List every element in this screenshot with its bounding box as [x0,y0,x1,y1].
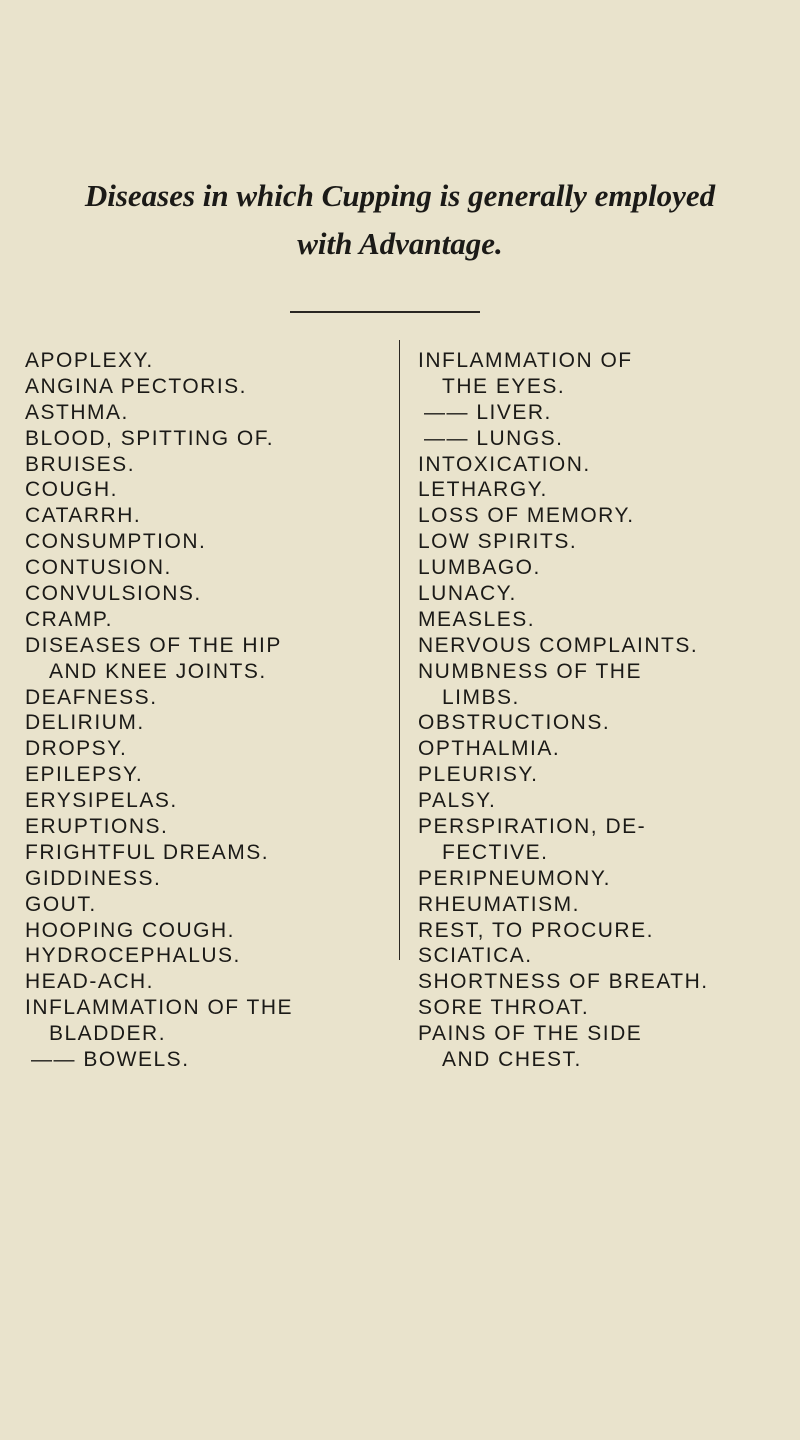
disease-list-item: THE EYES. [442,374,566,398]
disease-list-item: NUMBNESS OF THE [418,659,642,683]
disease-list-item: DROPSY. [25,737,128,761]
disease-list-item: LETHARGY. [418,478,548,502]
disease-list-item: HOOPING COUGH. [25,918,236,942]
disease-list-item: BLOOD, SPITTING OF. [25,426,275,450]
disease-list-item: HYDROCEPHALUS. [25,944,241,968]
disease-list-item: RHEUMATISM. [418,892,580,916]
disease-list-item: OBSTRUCTIONS. [418,711,611,735]
disease-list-item: COUGH. [25,478,118,502]
disease-list-item: BRUISES. [25,452,136,476]
disease-list-item: EPILEPSY. [25,763,144,787]
page-title-line-2: with Advantage. [297,226,503,261]
disease-list-item: DELIRIUM. [25,711,145,735]
column-divider [399,340,400,960]
disease-list-item: LIMBS. [442,685,520,709]
page-title-line-1: Diseases in which Cupping is generally employed [84,178,716,213]
disease-list-item: AND KNEE JOINTS. [49,659,267,683]
disease-list-item: ERYSIPELAS. [25,789,178,813]
disease-list-item: REST, TO PROCURE. [418,918,654,942]
disease-list-item: INFLAMMATION OF THE [25,996,294,1020]
disease-list-item: HEAD-ACH. [25,970,155,994]
disease-list-item: DEAFNESS. [25,685,158,709]
right-disease-column [418,348,709,1073]
left-disease-column [25,348,293,1073]
disease-list-item: FECTIVE. [442,840,549,864]
title-rule [290,311,480,313]
disease-list-item: PERIPNEUMONY. [418,866,611,890]
disease-list-item: SORE THROAT. [418,996,590,1020]
disease-list-item: PLEURISY. [418,763,539,787]
disease-list-item: ASTHMA. [25,400,129,424]
disease-list-item: SHORTNESS OF BREATH. [418,970,709,994]
disease-list-item: CATARRH. [25,504,142,528]
disease-list-item: CRAMP. [25,607,113,631]
disease-list-item: CONSUMPTION. [25,530,207,554]
disease-list-item: ERUPTIONS. [25,815,169,839]
disease-list-item: GIDDINESS. [25,866,162,890]
disease-list-item: BLADDER. [49,1022,167,1046]
disease-list-item: GOUT. [25,892,97,916]
disease-list-item: DISEASES OF THE HIP [25,633,282,657]
disease-list-item: —— BOWELS. [31,1048,190,1072]
disease-list-item: PALSY. [418,789,497,813]
disease-list-item: —— LUNGS. [424,426,564,450]
disease-list-item: NERVOUS COMPLAINTS. [418,633,699,657]
disease-list-item: CONVULSIONS. [25,582,202,606]
disease-list-item: LOSS OF MEMORY. [418,504,635,528]
disease-list-item: OPTHALMIA. [418,737,561,761]
disease-list-item: LUMBAGO. [418,556,541,580]
disease-list-item: MEASLES. [418,607,536,631]
disease-list-item: PAINS OF THE SIDE [418,1022,643,1046]
disease-list-item: CONTUSION. [25,556,172,580]
disease-list-item: —— LIVER. [424,400,552,424]
disease-list-item: AND CHEST. [442,1048,582,1072]
disease-list-item: LUNACY. [418,582,517,606]
disease-list-item: ANGINA PECTORIS. [25,374,247,398]
disease-list-item: APOPLEXY. [25,349,154,372]
disease-list-item: SCIATICA. [418,944,533,968]
disease-list-item: INTOXICATION. [418,452,591,476]
disease-list-item: FRIGHTFUL DREAMS. [25,840,270,864]
disease-list-item: PERSPIRATION, DE- [418,815,647,839]
disease-list-item: LOW SPIRITS. [418,530,578,554]
disease-list-item: INFLAMMATION OF [418,349,633,372]
